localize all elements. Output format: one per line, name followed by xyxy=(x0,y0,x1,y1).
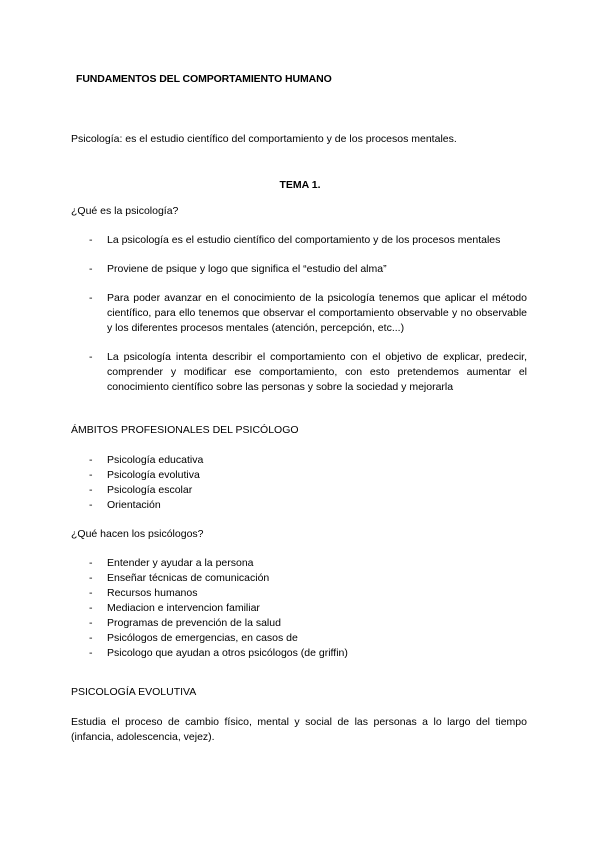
list-item: - Psicología educativa xyxy=(89,454,204,466)
evolutiva-paragraph: Estudia el proceso de cambio físico, mental y social de las personas a lo largo del tiempo (infancia, adolescencia, vejez). xyxy=(71,716,527,743)
document-title: FUNDAMENTOS DEL COMPORTAMIENTO HUMANO xyxy=(76,73,332,85)
dash-marker: - xyxy=(89,647,93,659)
dash-marker: - xyxy=(89,572,93,584)
dash-marker: - xyxy=(89,234,93,246)
list-item: - Programas de prevención de la salud xyxy=(89,617,281,629)
tema-heading: TEMA 1. xyxy=(279,179,321,191)
dash-marker: - xyxy=(89,602,93,614)
dash-marker: - xyxy=(89,632,93,644)
evolutiva-heading: PSICOLOGÍA EVOLUTIVA xyxy=(71,686,197,698)
list-item: - La psicología es el estudio científico del comportamiento y de los procesos mentales xyxy=(89,234,501,246)
dash-marker: - xyxy=(89,469,93,481)
list-item: - Para poder avanzar en el conocimiento de la psicología tenemos que aplicar el método científico, para ello tenemos que observar el comportamiento observable y no observable y los diferentes procesos mentales (atención, percepción, etc...) xyxy=(89,292,527,334)
dash-marker: - xyxy=(89,351,93,363)
dash-marker: - xyxy=(89,499,93,511)
list-item: - Proviene de psique y logo que significa el “estudio del alma” xyxy=(89,263,387,275)
dash-marker: - xyxy=(89,617,93,629)
psychology-definition-list xyxy=(89,233,527,409)
psychologists-tasks-list xyxy=(89,556,527,661)
list-item: - Recursos humanos xyxy=(89,587,198,599)
definition-paragraph: Psicología: es el estudio científico del comportamiento y de los procesos mentales. xyxy=(71,133,457,145)
list-item: - Entender y ayudar a la persona xyxy=(89,557,254,569)
list-item: - Psicología escolar xyxy=(89,484,193,496)
list-item: - La psicología intenta describir el comportamiento con el objetivo de explicar, predecir, comprender y modificar ese comportamiento, con esto pretendemos aumentar el conocimiento científico sobre las personas y sobre la sociedad y mejorarla xyxy=(89,351,527,393)
list-item: - Orientación xyxy=(89,499,161,511)
dash-marker: - xyxy=(89,587,93,599)
list-item: - Psicólogos de emergencias, en casos de xyxy=(89,632,298,644)
ambitos-list xyxy=(89,453,527,513)
list-item: - Mediacion e intervencion familiar xyxy=(89,602,260,614)
question-what-psychologists-do: ¿Qué hacen los psicólogos? xyxy=(71,528,204,540)
question-what-is-psychology: ¿Qué es la psicología? xyxy=(71,205,179,217)
dash-marker: - xyxy=(89,263,93,275)
list-item: - Psicología evolutiva xyxy=(89,469,200,481)
dash-marker: - xyxy=(89,454,93,466)
ambitos-heading: ÁMBITOS PROFESIONALES DEL PSICÓLOGO xyxy=(71,424,299,436)
dash-marker: - xyxy=(89,557,93,569)
dash-marker: - xyxy=(89,292,93,304)
dash-marker: - xyxy=(89,484,93,496)
list-item: - Enseñar técnicas de comunicación xyxy=(89,572,270,584)
list-item: - Psicologo que ayudan a otros psicólogos (de griffin) xyxy=(89,647,348,659)
